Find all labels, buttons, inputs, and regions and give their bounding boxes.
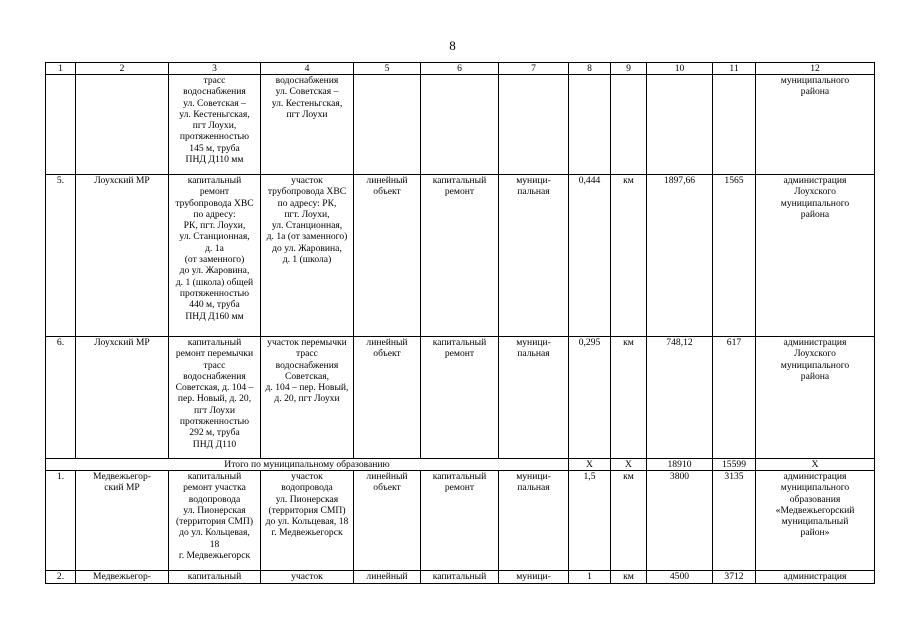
cell-line: муниципальный (781, 516, 849, 528)
municipality-cell: Лоухский МР (76, 337, 169, 459)
table-row (46, 571, 875, 584)
cell-line: муниципального (780, 359, 850, 371)
cell-line: ский МР (104, 482, 140, 494)
object-type-cell (354, 571, 421, 584)
total-length-value-cell: Х (569, 459, 611, 471)
object-name-cell (261, 337, 354, 459)
page-number: 8 (449, 38, 456, 53)
cell-line: 292 м, труба (189, 427, 240, 439)
total-responsible-cell: Х (756, 459, 875, 471)
cell-line: д. 1а (205, 242, 224, 254)
cell-line: капитальный (187, 175, 242, 186)
cell-line: пгт Лоухи (193, 404, 236, 416)
work-type-cell (421, 75, 499, 175)
cell-line: ремонт участка (183, 482, 246, 494)
work-type-cell (421, 571, 499, 584)
cell-line: водопровода (188, 493, 241, 505)
row-number-cell: 5. (46, 175, 76, 337)
cell-line: трасс (296, 348, 318, 360)
total-cost-total-cell: 18910 (647, 459, 713, 471)
cost-total-cell: 4500 (647, 571, 713, 584)
cell-line: д. 1 (школа) (282, 254, 332, 266)
cell-line: капитальный (432, 471, 487, 482)
responsible-cell (756, 75, 875, 175)
cell-line: ул. Станционная, (271, 220, 343, 232)
header-cell: 3 (169, 63, 261, 75)
cell-line: трасс (203, 359, 226, 371)
cell-line: пгт Лоухи (286, 108, 328, 120)
ownership-cell (499, 337, 569, 459)
responsible-cell (756, 571, 875, 584)
cost-total-cell (647, 75, 713, 175)
header-cell: 7 (499, 63, 569, 75)
cell-line: ул. Пионерская (275, 493, 339, 505)
cell-line: ул. Кестеньгская, (271, 97, 343, 109)
unit-cell: км (611, 471, 647, 571)
unit-cell: км (611, 175, 647, 337)
cell-line: линейный (366, 337, 408, 348)
row-number-cell (46, 75, 76, 175)
ownership-cell (499, 471, 569, 571)
cell-line: по адресу: РК, (277, 197, 337, 209)
cell-line: администрация (783, 571, 847, 582)
cell-line: района (800, 208, 830, 220)
cell-line: линейный (366, 175, 408, 186)
cell-line: линейный (366, 471, 408, 482)
total-row (46, 459, 875, 471)
municipality-cell (76, 471, 169, 571)
responsible-cell (756, 337, 875, 459)
cell-line: муниципального (780, 197, 850, 209)
work-title-cell (169, 75, 261, 175)
cell-line: ул. Кестеньгская, (179, 108, 250, 120)
cell-line: г. Медвежьегорск (271, 527, 343, 539)
work-type-cell (421, 471, 499, 571)
cell-line: капитальный (432, 337, 487, 348)
cell-line: (от заменного) (184, 254, 245, 266)
cell-line: пальная (517, 186, 550, 198)
cost-budget-cell (713, 75, 756, 175)
cell-line: д. 20, пгт Лоухи (274, 393, 340, 405)
cell-line: ремонт (444, 186, 475, 198)
unit-cell: км (611, 571, 647, 584)
cell-line: г. Медвежьегорск (178, 550, 251, 562)
cost-budget-cell: 1565 (713, 175, 756, 337)
table-row (46, 75, 875, 175)
cell-line: пгт. Лоухи, (284, 208, 330, 220)
cell-line: водоснабжения (183, 370, 246, 382)
cell-line: Советская, д. 104 – (175, 382, 254, 394)
table-row (46, 175, 875, 337)
responsible-cell (756, 471, 875, 571)
header-cell: 8 (569, 63, 611, 75)
total-cost-budget-cell: 15599 (713, 459, 756, 471)
work-title-cell (169, 175, 261, 337)
cell-line: муниципального (780, 482, 850, 494)
cell-line: ул. Станционная, (179, 231, 250, 243)
cell-line: участок (291, 571, 323, 582)
cell-line: трубопровода ХВС (175, 197, 254, 209)
cell-line: протяженностью (179, 287, 250, 299)
work-type-cell (421, 337, 499, 459)
cell-line: д. 1а (от заменного) (266, 231, 348, 243)
cost-total-cell: 1897,66 (647, 175, 713, 337)
cell-line: района (800, 86, 830, 98)
cell-line: ремонт (444, 348, 475, 360)
cell-line: район» (800, 527, 830, 539)
object-type-cell (354, 175, 421, 337)
work-type-cell (421, 175, 499, 337)
cell-line: (территория СМП) (268, 504, 346, 516)
cell-line: водопровода (281, 482, 333, 494)
length-value-cell (569, 75, 611, 175)
cell-line: трубопровода ХВС (267, 186, 347, 198)
cell-line: Медвежьегор- (93, 571, 151, 582)
cell-line: 18 (209, 538, 220, 550)
length-value-cell: 1 (569, 571, 611, 584)
cell-line: пгт Лоухи, (192, 120, 237, 132)
cell-line: водоснабжения (275, 359, 339, 371)
object-name-cell (261, 175, 354, 337)
work-title-cell (169, 337, 261, 459)
cell-line: участок перемычки (267, 337, 347, 348)
responsible-cell (756, 175, 875, 337)
cell-line: ремонт перемычки (175, 348, 254, 360)
cell-line: объект (373, 348, 401, 360)
cost-total-cell: 3800 (647, 471, 713, 571)
cell-line: образования (789, 493, 841, 505)
cell-line: линейный (366, 571, 408, 582)
cell-line: ул. Советская – (183, 97, 246, 109)
cell-line: капитальный (432, 175, 487, 186)
cell-line: протяженностью (179, 416, 250, 428)
works-table (45, 62, 875, 584)
length-value-cell: 1,5 (569, 471, 611, 571)
total-unit-cell: Х (611, 459, 647, 471)
cell-line: Лоухского (794, 348, 836, 360)
cost-budget-cell: 3135 (713, 471, 756, 571)
header-cell: 4 (261, 63, 354, 75)
row-number-cell: 2. (46, 571, 76, 584)
header-cell: 10 (647, 63, 713, 75)
cell-line: участок (291, 175, 323, 186)
object-name-cell (261, 471, 354, 571)
cell-line: муниципального (780, 75, 850, 86)
cell-line: администрация (783, 471, 847, 482)
cell-line: Советская, (284, 370, 330, 382)
work-title-cell (169, 471, 261, 571)
cell-line: пальная (517, 482, 550, 494)
cell-line: капитальный (187, 571, 242, 582)
header-cell: 2 (76, 63, 169, 75)
row-number-cell: 6. (46, 337, 76, 459)
length-value-cell: 0,444 (569, 175, 611, 337)
cell-line: до ул. Жаровина, (272, 242, 342, 254)
cell-line: ремонт (199, 186, 230, 198)
cell-line: капитальный (187, 471, 242, 482)
header-cell: 6 (421, 63, 499, 75)
table-row (46, 471, 875, 571)
cell-line: до ул. Кольцевая, 18 (265, 516, 349, 528)
cell-line: водоснабжения (183, 86, 246, 98)
cell-line: муници- (516, 175, 551, 186)
cell-line: ПНД Д110 мм (185, 154, 244, 166)
row-number-cell: 1. (46, 471, 76, 571)
unit-cell: км (611, 337, 647, 459)
cell-line: администрация (783, 337, 847, 348)
ownership-cell (499, 571, 569, 584)
cell-line: ул. Пионерская (183, 504, 246, 516)
header-cell: 5 (354, 63, 421, 75)
total-label: Итого по муниципальному образованию (46, 459, 569, 471)
cell-line: по адресу: (193, 208, 236, 220)
cell-line: пальная (517, 348, 550, 360)
cell-line: объект (373, 186, 401, 198)
header-cell: 12 (756, 63, 875, 75)
cell-line: ремонт (444, 482, 475, 494)
cell-line: муници- (516, 471, 551, 482)
cell-line: Медвежьегор- (93, 471, 151, 482)
cell-line: 145 м, труба (189, 142, 240, 154)
cell-line: РК, пгт. Лоухи, (183, 220, 246, 232)
cell-line: (территория СМП) (175, 516, 254, 528)
header-cell: 9 (611, 63, 647, 75)
object-type-cell (354, 337, 421, 459)
cell-line: трасс (203, 75, 226, 86)
object-name-cell (261, 75, 354, 175)
cell-line: ПНД Д110 (192, 438, 237, 450)
cost-budget-cell: 617 (713, 337, 756, 459)
cell-line: протяженностью (179, 131, 250, 143)
cell-line: муници- (516, 571, 551, 582)
ownership-cell (499, 75, 569, 175)
work-title-cell (169, 571, 261, 584)
header-row (46, 63, 875, 75)
municipality-cell (76, 75, 169, 175)
cell-line: д. 104 – пер. Новый, (265, 382, 349, 394)
cell-line: ПНД Д160 мм (185, 310, 244, 322)
object-name-cell (261, 571, 354, 584)
cell-line: водоснабжения (275, 75, 339, 86)
object-type-cell (354, 471, 421, 571)
object-type-cell (354, 75, 421, 175)
municipality-cell (76, 571, 169, 584)
ownership-cell (499, 175, 569, 337)
cell-line: 440 м, труба (189, 299, 240, 311)
table-row (46, 337, 875, 459)
cell-line: объект (373, 482, 401, 494)
cell-line: капитальный (432, 571, 487, 582)
cell-line: Лоухского (794, 186, 836, 198)
cost-total-cell: 748,12 (647, 337, 713, 459)
cell-line: муници- (516, 337, 551, 348)
cell-line: до ул. Кольцевая, (179, 527, 250, 539)
unit-cell (611, 75, 647, 175)
cell-line: района (800, 370, 830, 382)
cell-line: до ул. Жаровина, (179, 265, 250, 277)
cell-line: ул. Советская – (275, 86, 339, 98)
length-value-cell: 0,295 (569, 337, 611, 459)
header-cell: 1 (46, 63, 76, 75)
cell-line: администрация (783, 175, 847, 186)
cost-budget-cell: 3712 (713, 571, 756, 584)
header-cell: 11 (713, 63, 756, 75)
municipality-cell: Лоухский МР (76, 175, 169, 337)
cell-line: участок (291, 471, 323, 482)
table-body (46, 63, 875, 584)
cell-line: капитальный (187, 337, 242, 348)
cell-line: д. 1 (школа) общей (175, 276, 254, 288)
cell-line: «Медвежьегорский (775, 504, 855, 516)
cell-line: пер. Новый, д. 20, (177, 393, 252, 405)
